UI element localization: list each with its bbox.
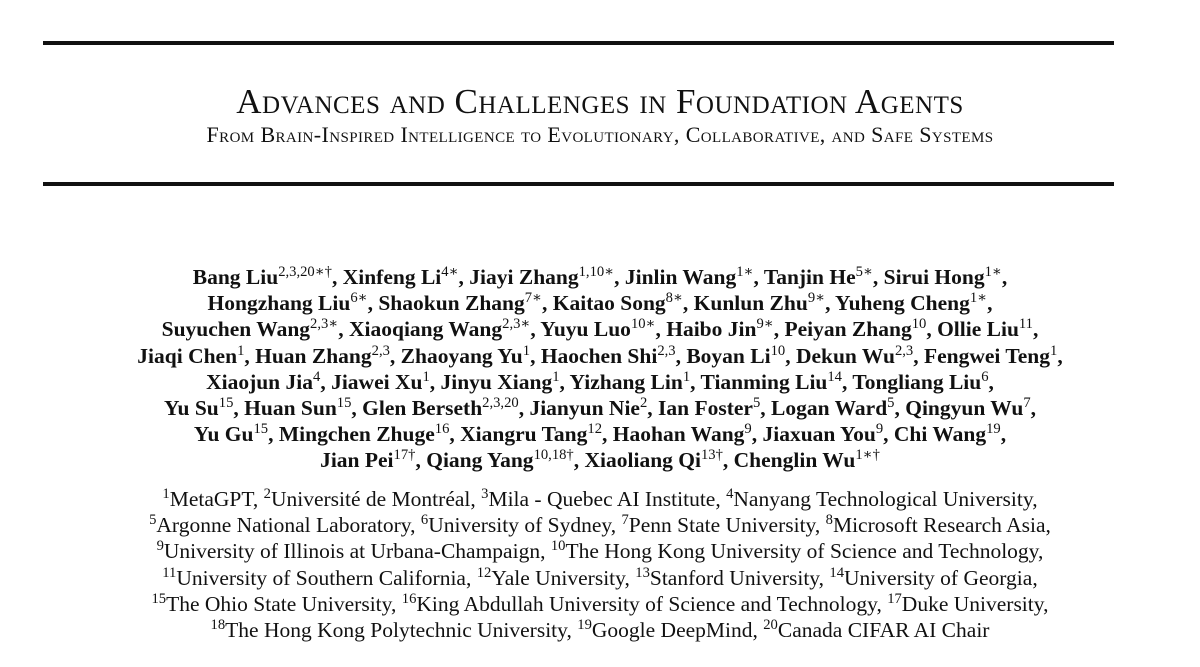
author-affiliation-marker: 1∗ — [736, 263, 754, 280]
author-name: Mingchen Zhuge — [278, 422, 435, 447]
author-name: Yu Su — [163, 396, 219, 421]
author-name: Shaokun Zhang — [378, 291, 525, 316]
author-line: Yu Gu$^{15}$, Mingchen Zhuge$^{16}$, Xiangru Tang$^{12}$, Haohan Wang$^9$, Jiaxuan You$^9$, Chi Wang$^{19}$, — [193, 421, 1007, 447]
affiliation-name: The Ohio State University — [166, 591, 392, 616]
author-affiliation-marker: 2,3∗ — [502, 316, 531, 333]
affiliation-name: Penn State University — [628, 513, 815, 538]
author-name: Dekun Wu — [795, 343, 895, 368]
author — [362, 396, 519, 420]
bottom-rule — [43, 182, 1114, 186]
author-affiliation-marker: 2 — [639, 394, 648, 411]
author — [194, 422, 268, 446]
author-affiliation-marker: 2,3∗ — [310, 316, 339, 333]
author — [193, 265, 332, 289]
author — [835, 291, 987, 315]
affiliation-line: $^{11}$University of Southern California, $^{12}$Yale University, $^{13}$Stanford University, $^{14}$University of Georgia, — [162, 564, 1038, 590]
author-name: Xiaoqiang Wang — [348, 317, 503, 342]
author — [164, 396, 233, 420]
author — [320, 448, 415, 472]
author — [343, 265, 459, 289]
affiliation-number: 2 — [263, 485, 271, 502]
affiliation-name: University of Southern California — [176, 565, 466, 590]
affiliation — [149, 513, 410, 537]
affiliation-line: $^1$MetaGPT, $^2$Université de Montréal, $^3$Mila - Quebec AI Institute, $^4$Nanyang Technological University, — [162, 485, 1038, 511]
author-name: Jiawei Xu — [331, 369, 423, 394]
affiliation — [763, 618, 989, 642]
affiliation — [421, 513, 611, 537]
affiliation-name: Stanford University — [649, 565, 819, 590]
author — [279, 422, 450, 446]
author — [796, 344, 913, 368]
affiliation-number: 20 — [763, 616, 778, 633]
affiliation — [402, 592, 877, 616]
author-name: Jian Pei — [320, 448, 394, 473]
author — [137, 344, 244, 368]
affiliation-number: 19 — [577, 616, 592, 633]
affiliation-name: Argonne National Laboratory — [156, 513, 411, 538]
author-name: Logan Ward — [771, 396, 888, 421]
author-name: Xiangru Tang — [460, 422, 588, 447]
author-name: Ollie Liu — [937, 317, 1019, 342]
affiliation-number: 12 — [476, 564, 492, 581]
author-affiliation-marker: 1 — [522, 342, 531, 359]
affiliation — [157, 539, 540, 563]
author-affiliation-marker: 10∗ — [630, 316, 656, 333]
affiliation-name: Nanyang Technological University — [733, 487, 1033, 511]
author — [734, 448, 880, 472]
author-line: Jiaqi Chen$^1$, Huan Zhang$^{2,3}$, Zhaoyang Yu$^1$, Haochen Shi$^{2,3}$, Boyan Li$^{10}$, Dekun Wu$^{2,3}$, Fengwei Teng$^1$, — [137, 342, 1063, 368]
top-rule — [43, 41, 1114, 45]
author-affiliation-marker: 2,3,20∗† — [278, 263, 332, 280]
affiliation — [621, 513, 814, 537]
author-line: Jian Pei$^{17\dagger}$, Qiang Yang$^{10,18\dagger}$, Xiaoliang $Qi^{13\dagger}$, Chenglin $Wu^{1∗\dagger}$ — [320, 447, 880, 473]
affiliation-number: 3 — [481, 485, 489, 502]
affiliation-name: Université de Montréal — [270, 487, 471, 511]
author — [884, 265, 1002, 289]
author-name: Zhaoyang Yu — [400, 343, 523, 368]
affiliation — [551, 539, 1038, 563]
author-line: Yu Su$^{15}$, Huan Sun$^{15}$, Glen Berseth$^{2,3,20}$, Jianyun Nie$^2$, Ian Foster$^5$, Logan Ward$^5$, Qingyun Wu$^7$, — [163, 394, 1037, 421]
author — [208, 291, 368, 315]
author-affiliation-marker: 9 — [875, 421, 884, 438]
author — [937, 317, 1033, 341]
author-name: Peiyan Zhang — [784, 317, 912, 342]
affiliation — [162, 487, 253, 511]
author-name: Tanjin He — [763, 265, 856, 289]
author-name: Yizhang Lin — [569, 369, 683, 394]
author-name: Tianming Liu — [700, 369, 828, 394]
author-name: Hongzhang Liu — [207, 291, 351, 316]
author-affiliation-marker: 9 — [744, 421, 752, 438]
author-affiliation-marker: 17† — [393, 447, 416, 464]
author-affiliation-marker: 10 — [911, 316, 927, 333]
affiliation-name: Duke University — [901, 591, 1044, 616]
affiliation-name: Yale University — [491, 565, 625, 590]
author — [694, 291, 825, 315]
author — [613, 422, 752, 446]
affiliation-number: 17 — [887, 590, 902, 607]
author — [401, 344, 530, 368]
affiliation-name: Google DeepMind — [591, 618, 753, 643]
author-affiliation-marker: 10 — [770, 342, 786, 359]
author-affiliation-marker: 6∗ — [350, 290, 368, 307]
author-list — [0, 264, 1200, 474]
author-line: Hongzhang Liu$^{6∗}$, Shaokun Zhang$^{7∗}$, Kaitao Song$^{8∗}$, Kunlun Zhu$^{9∗}$, Yuheng Cheng$^{1∗}$, — [207, 290, 993, 316]
author — [701, 370, 842, 394]
affiliation-name: University of Sydney — [428, 513, 611, 538]
author-affiliation-marker: 7∗ — [524, 290, 542, 307]
affiliation — [211, 618, 567, 642]
affiliation-number: 15 — [151, 590, 167, 607]
author-name: Bang Liu — [192, 265, 279, 289]
author — [206, 370, 320, 394]
author — [894, 422, 1001, 446]
affiliation — [577, 618, 752, 642]
author-name: Yuyu Luo — [540, 317, 631, 342]
author-name: Xiaojun Jia — [206, 369, 313, 394]
author-affiliation-marker: 1∗† — [855, 447, 880, 464]
author-name: Jiayi Zhang — [469, 265, 579, 289]
affiliation — [151, 592, 391, 616]
author-affiliation-marker: 9∗ — [807, 290, 826, 307]
affiliation — [726, 487, 1032, 511]
affiliation-number: 6 — [420, 512, 429, 529]
affiliation-name: The Hong Kong University of Science and Technology — [565, 539, 1039, 564]
affiliation-name: MetaGPT — [169, 487, 253, 511]
author-name: Chi Wang — [893, 422, 987, 447]
affiliation-number: 10 — [550, 538, 566, 555]
affiliation-name: The Hong Kong Polytechnic University — [225, 618, 567, 643]
author — [349, 317, 530, 341]
author-line: Suyuchen Wang$^{2,3∗}$, Xiaoqiang Wang$^{2,3∗}$, Yuyu Luo$^{10∗}$, Haibo Jin$^{9∗}$, Peiyan Zhang$^{10}$, Ollie Liu$^{11}$, — [161, 316, 1039, 342]
author — [764, 265, 873, 289]
author — [541, 344, 676, 368]
affiliation-number: 18 — [210, 616, 226, 633]
author-name: Jiaqi Chen — [137, 343, 238, 368]
author-name: Fengwei Teng — [923, 343, 1050, 368]
author-affiliation-marker: 1 — [237, 342, 245, 359]
author-name: Glen Berseth — [362, 396, 483, 421]
author — [244, 396, 351, 420]
author-name: Haibo Jin — [666, 317, 757, 342]
affiliation — [829, 566, 1032, 590]
affiliation-name: Microsoft Research Asia — [832, 513, 1046, 538]
affiliation-name: Mila - Quebec AI Institute — [488, 487, 716, 511]
author-affiliation-marker: 10,18† — [533, 447, 574, 464]
affiliation — [477, 566, 625, 590]
affiliation-number: 9 — [156, 538, 164, 555]
author-affiliation-marker: 5 — [887, 394, 895, 411]
author-name: Jiaxuan You — [762, 422, 876, 447]
author-name: Suyuchen Wang — [161, 317, 311, 342]
author-affiliation-marker: 2,3 — [894, 342, 914, 359]
affiliation-line: $^{18}$The Hong Kong Polytechnic University, $^{19}$Google DeepMind, $^{20}$Canada CIFAR AI Chair — [210, 616, 990, 643]
author-affiliation-marker: 9∗ — [756, 316, 774, 333]
author-name: Chenglin Wu — [733, 448, 856, 473]
author-name: Kunlun Zhu — [693, 291, 808, 316]
author-name: Huan Sun — [244, 396, 337, 421]
author-affiliation-marker: 4 — [313, 368, 321, 385]
author — [625, 265, 754, 289]
affiliation — [826, 513, 1046, 537]
author-name: Jianyun Nie — [529, 396, 640, 421]
author-name: Jinlin Wang — [624, 265, 737, 289]
author-name: Tongliang Liu — [852, 369, 982, 394]
affiliation-name: King Abdullah University of Science and Technology — [416, 591, 877, 616]
author — [658, 396, 760, 420]
author-name: Boyan Li — [686, 343, 771, 368]
affiliation-number: 1 — [162, 485, 170, 502]
author-affiliation-marker: 7 — [1023, 394, 1031, 411]
paper-subtitle: From Brain-Inspired Intelligence to Evolutionary, Collaborative, and Safe Systems — [206, 122, 994, 147]
author-affiliation-marker: 14 — [827, 368, 842, 385]
affiliation-number: 5 — [149, 512, 157, 529]
author — [666, 317, 773, 341]
author — [460, 422, 602, 446]
author-name: Sirui Hong — [883, 265, 985, 289]
affiliation-number: 16 — [401, 590, 417, 607]
author — [540, 317, 655, 341]
author — [570, 370, 691, 394]
author-affiliation-marker: 8∗ — [665, 290, 683, 307]
author — [255, 344, 390, 368]
author-name: Huan Zhang — [255, 343, 372, 368]
author — [441, 370, 560, 394]
affiliation-number: 7 — [621, 512, 629, 529]
author-affiliation-marker: 2,3 — [657, 342, 676, 359]
author — [686, 344, 785, 368]
author-name: Yu Gu — [193, 422, 254, 447]
author-name: Ian Foster — [658, 396, 753, 421]
affiliation-name: University of Illinois at Urbana-Champaign — [163, 539, 541, 564]
affiliation-list — [0, 486, 1200, 643]
author-affiliation-marker: 15 — [253, 421, 269, 438]
author — [553, 291, 683, 315]
author — [784, 317, 926, 341]
author-affiliation-marker: 1 — [682, 368, 691, 385]
author-affiliation-marker: 5 — [752, 394, 761, 411]
author-affiliation-marker: 16 — [434, 421, 450, 438]
author-affiliation-marker: 1 — [1050, 342, 1058, 359]
author — [529, 396, 647, 420]
author-affiliation-marker: 11 — [1018, 316, 1033, 333]
author — [924, 344, 1057, 368]
affiliation-number: 14 — [829, 564, 845, 581]
author-name: Xiaoliang Qi — [584, 448, 701, 473]
author — [331, 370, 430, 394]
author-affiliation-marker: 1,10∗ — [578, 263, 615, 280]
author-name: Yuheng Cheng — [835, 291, 970, 316]
author — [852, 370, 988, 394]
affiliation — [887, 592, 1043, 616]
affiliation-name: University of Georgia — [844, 565, 1033, 590]
author-name: Haochen Shi — [540, 343, 658, 368]
author-affiliation-marker: 13† — [700, 447, 723, 464]
author-name: Xinfeng Li — [342, 265, 442, 289]
author-name: Jinyu Xiang — [440, 369, 553, 394]
author-line: Bang Liu$^{2,3,20∗\dagger}$, Xinfeng $Li^{4∗}$, Jiayi Zhang$^{1,10∗}$, Jinlin Wang$^{1∗}$, Tanjin $He^{5∗}$, Sirui Hong$^{1∗}$, — [192, 263, 1008, 289]
author-name: Qiang Yang — [426, 448, 534, 473]
author-name: Haohan Wang — [612, 422, 745, 447]
affiliation-number: 8 — [825, 512, 833, 529]
author-affiliation-marker: 6 — [981, 368, 989, 385]
author-name: Kaitao Song — [552, 291, 666, 316]
author — [762, 422, 883, 446]
author-affiliation-marker: 1∗ — [969, 290, 988, 307]
author-name: Qingyun Wu — [905, 396, 1024, 421]
affiliation — [162, 566, 466, 590]
affiliation-number: 11 — [162, 564, 177, 581]
author — [585, 448, 723, 472]
affiliation — [264, 487, 471, 511]
affiliation-name: Canada CIFAR AI Chair — [777, 618, 990, 643]
author-affiliation-marker: 1 — [552, 368, 560, 385]
author-affiliation-marker: 15 — [218, 394, 234, 411]
author-affiliation-marker: 4∗ — [441, 263, 459, 280]
author — [426, 448, 574, 472]
author-affiliation-marker: 2,3,20 — [482, 394, 519, 411]
affiliation-number: 13 — [635, 564, 650, 581]
author-affiliation-marker: 2,3 — [371, 342, 390, 359]
author-affiliation-marker: 1∗ — [984, 263, 1002, 280]
author — [162, 317, 339, 341]
affiliation-line: $^5$Argonne National Laboratory, $^6$University of Sydney, $^7$Penn State University, $^8$Microsoft Research Asia, — [149, 512, 1051, 538]
author-affiliation-marker: 1 — [422, 368, 430, 385]
affiliation — [635, 566, 818, 590]
affiliation-line: $^{15}$The Ohio State University, $^{16}$King Abdullah University of Science and Technology, $^{17}$Duke University, — [151, 590, 1049, 616]
affiliation-number: 4 — [726, 485, 734, 502]
affiliation-line: $^9$University of Illinois at Urbana-Champaign, $^{10}$The Hong Kong University of Science and Technology, — [156, 538, 1044, 564]
affiliation — [481, 487, 715, 511]
author — [771, 396, 894, 420]
author — [469, 265, 614, 289]
author-affiliation-marker: 15 — [336, 394, 352, 411]
author-affiliation-marker: 12 — [587, 421, 603, 438]
paper-title: Advances and Challenges in Foundation Agents — [236, 82, 964, 121]
author-affiliation-marker: 19 — [986, 421, 1001, 438]
author — [378, 291, 542, 315]
author-line: Xiaojun Jia$^4$, Jiawei Xu$^1$, Jinyu Xiang$^1$, Yizhang Lin$^1$, Tianming Liu$^{14}$, Tongliang Liu$^6$, — [206, 368, 994, 394]
author — [905, 396, 1030, 420]
author-affiliation-marker: 5∗ — [855, 263, 873, 280]
